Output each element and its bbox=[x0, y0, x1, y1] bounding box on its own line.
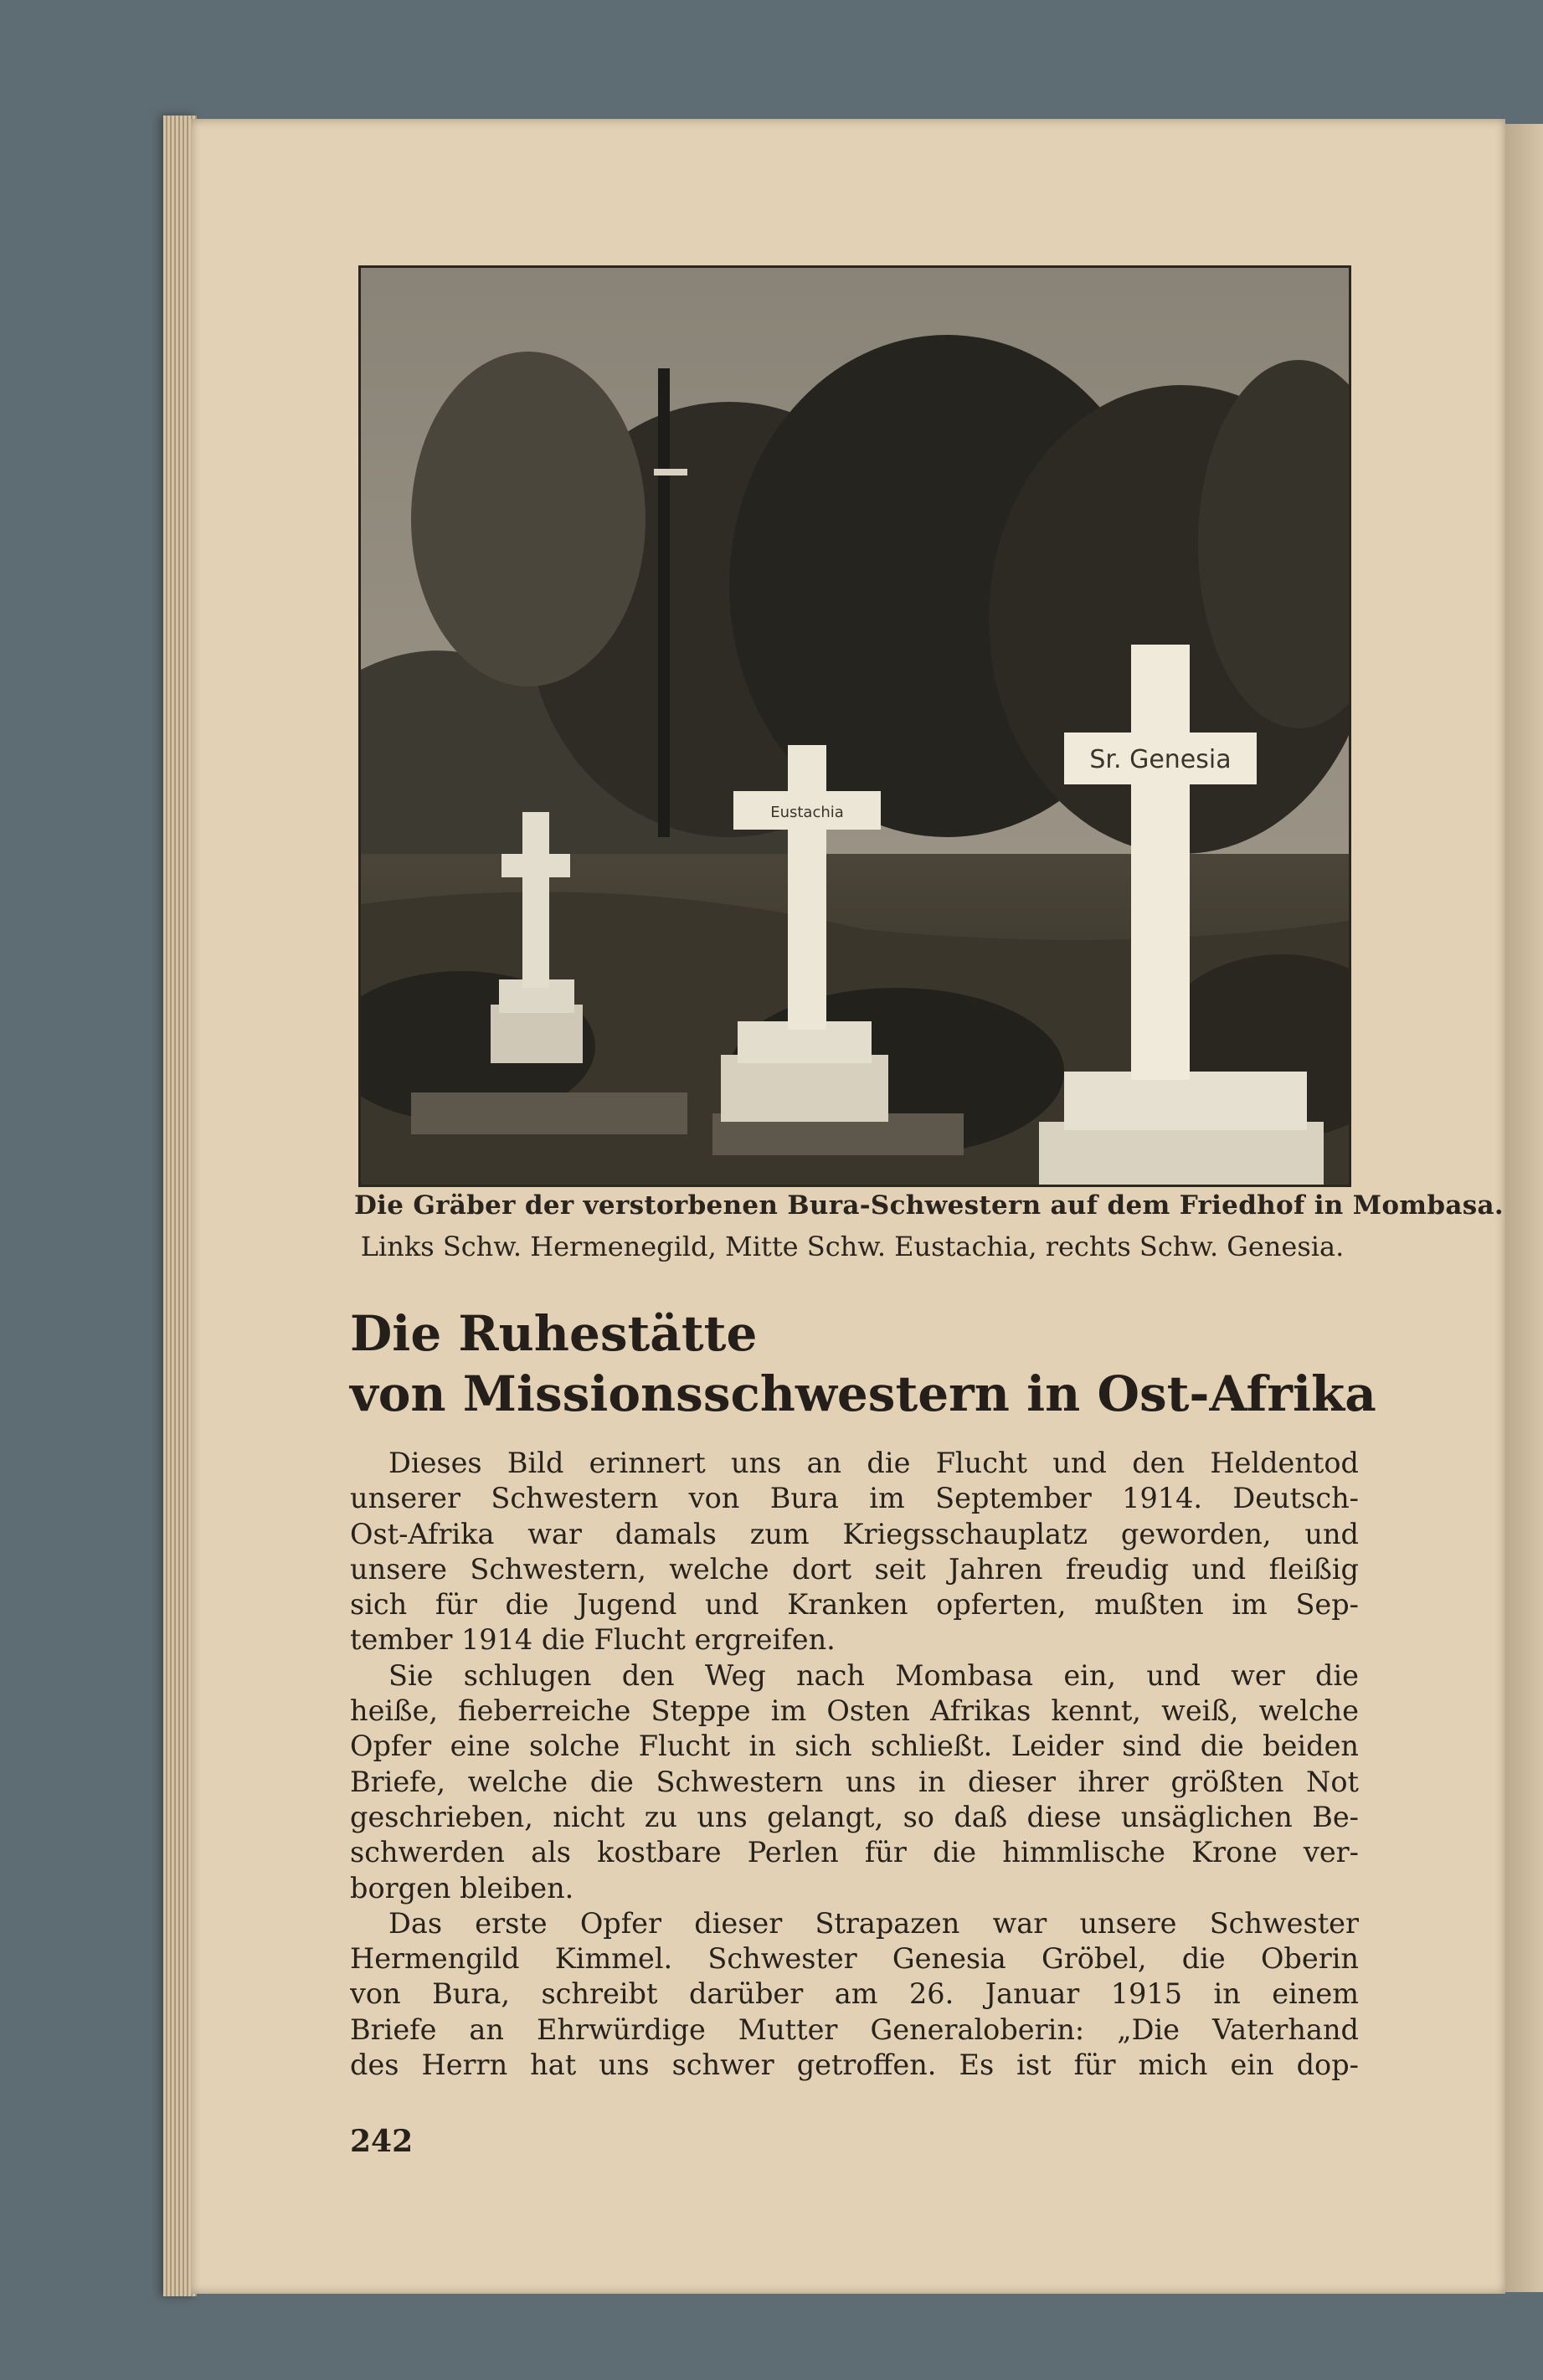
body-line: unserer Schwestern von Bura im September 1914. Deutsch- bbox=[350, 1482, 1359, 1515]
body-line: Briefe, welche die Schwestern uns in dieser ihrer größten Not bbox=[350, 1765, 1359, 1798]
body-line: schwerden als kostbare Perlen für die himmlische Krone ver- bbox=[350, 1836, 1359, 1869]
article-body bbox=[350, 1446, 1359, 2083]
body-line: Sie schlugen den Weg nach Mombasa ein, und wer die bbox=[388, 1658, 1359, 1692]
body-line: Das erste Opfer dieser Strapazen war unsere Schwester bbox=[388, 1906, 1359, 1940]
book-page bbox=[191, 119, 1505, 2294]
body-line: Ost-Afrika war damals zum Kriegsschauplatz geworden, und bbox=[350, 1517, 1359, 1550]
body-line: geschrieben, nicht zu uns gelangt, so daß diese unsäglichen Be- bbox=[350, 1800, 1359, 1833]
middle-cross-sign: Eustachia bbox=[770, 804, 844, 821]
body-line: Dieses Bild erinnert uns an die Flucht und den Heldentod bbox=[388, 1447, 1359, 1479]
body-line: borgen bleiben. bbox=[350, 1871, 574, 1905]
body-line: heiße, fieberreiche Steppe im Osten Afrikas kennt, weiß, welche bbox=[350, 1694, 1359, 1728]
body-line: Opfer eine solche Flucht in sich schließt. Leider sind die beiden bbox=[350, 1730, 1359, 1763]
photo-caption-detail: Links Schw. Hermenegild, Mitte Schw. Eustachia, rechts Schw. Genesia. bbox=[360, 1231, 1345, 1262]
cemetery-photograph bbox=[358, 265, 1351, 1187]
body-line: von Bura, schreibt darüber am 26. Januar 1915 in einem bbox=[350, 1977, 1359, 2011]
article-heading bbox=[350, 1303, 1376, 1424]
body-line: tember 1914 die Flucht ergreifen. bbox=[350, 1623, 836, 1657]
cemetery-photo-illustration bbox=[361, 268, 1349, 1185]
photo-caption-title: Die Gräber der verstorbenen Bura-Schwestern auf dem Friedhof in Mombasa. bbox=[354, 1190, 1504, 1221]
right-cross-sign: Sr. Genesia bbox=[1089, 745, 1232, 774]
body-line: sich für die Jugend und Kranken opferten, mußten im Sep- bbox=[350, 1588, 1359, 1622]
page-number: 242 bbox=[350, 2124, 414, 2159]
body-line: Briefe an Ehrwürdige Mutter Generaloberin: „Die Vaterhand bbox=[350, 2012, 1359, 2046]
body-line: Hermengild Kimmel. Schwester Genesia Gröbel, die Oberin bbox=[350, 1942, 1359, 1976]
body-line: unsere Schwestern, welche dort seit Jahren freudig und fleißig bbox=[350, 1552, 1359, 1586]
heading-line-2: von Missionsschwestern in Ost-Afrika bbox=[350, 1365, 1376, 1422]
heading-line-1: Die Ruhestätte bbox=[350, 1305, 758, 1362]
body-line: des Herrn hat uns schwer getroffen. Es ist für mich ein dop- bbox=[350, 2048, 1359, 2082]
